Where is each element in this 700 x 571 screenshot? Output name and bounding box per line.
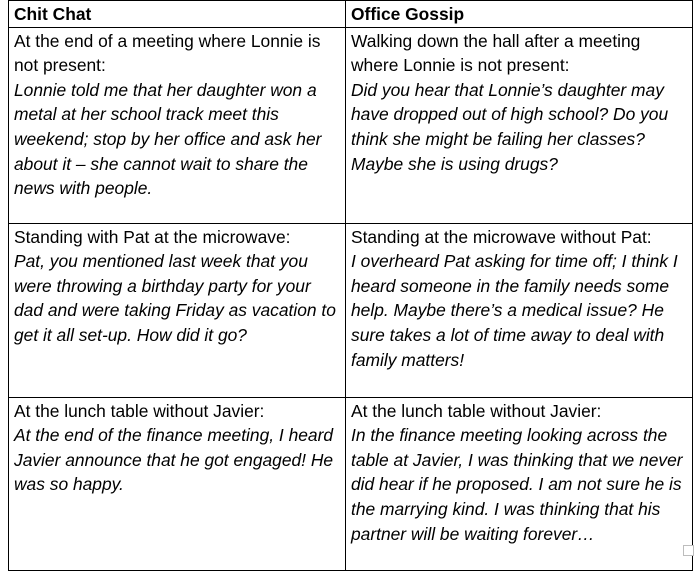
quote-text: Did you hear that Lonnie’s daughter may have dropped out of high school? Do you think she might be failing her classes? Maybe she is using drugs? [351, 79, 669, 174]
office-gossip-cell [346, 27, 693, 223]
quote-text: In the finance meeting looking across the table at Javier, I was thinking that we never did hear if he proposed. I am not sure he is the marrying kind. I was thinking that his partner will be waiting forever… [351, 425, 683, 544]
quote-text: I overheard Pat asking for time off; I think I heard someone in the family needs some help. Maybe there’s a medical issue? He sure takes a lot of time away to deal with family matters! [351, 251, 678, 370]
header-chit-chat: Chit Chat [9, 1, 346, 28]
header-row [9, 1, 693, 28]
scenario-text: Walking down the hall after a meeting where Lonnie is not present: [351, 30, 641, 76]
table-row [9, 223, 693, 397]
table-row [9, 27, 693, 223]
scenario-text: At the end of a meeting where Lonnie is not present: [14, 30, 321, 76]
chit-chat-cell [9, 27, 346, 223]
comparison-table [8, 0, 693, 571]
scenario-text: At the lunch table without Javier: [351, 400, 602, 421]
resize-handle[interactable] [683, 545, 694, 556]
scenario-text: At the lunch table without Javier: [14, 400, 265, 421]
office-gossip-cell [346, 397, 693, 570]
quote-text: Lonnie told me that her daughter won a metal at her school track meet this weekend; stop by her office and ask her about it – she cannot wait to share the news with people. [14, 79, 322, 199]
table-row [9, 397, 693, 570]
scenario-text: Standing with Pat at the microwave: [14, 226, 291, 247]
scenario-text: Standing at the microwave without Pat: [351, 226, 652, 247]
chit-chat-cell [9, 397, 346, 570]
quote-text: At the end of the finance meeting, I heard Javier announce that he got engaged! He was so happy. [14, 425, 334, 495]
header-office-gossip: Office Gossip [346, 1, 693, 28]
document-page [8, 0, 692, 571]
quote-text: Pat, you mentioned last week that you were throwing a birthday party for your dad and were taking Friday as vacation to get it all set-up. How did it go? [14, 251, 336, 345]
chit-chat-cell [9, 223, 346, 397]
office-gossip-cell [346, 223, 693, 397]
